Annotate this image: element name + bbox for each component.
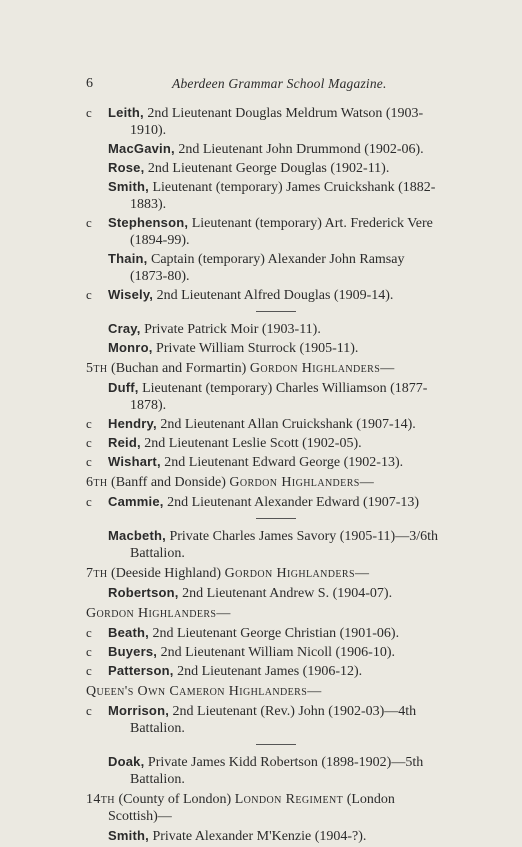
entry-line [108,159,464,177]
casualty-mark: c [86,416,92,431]
entry-line [108,493,464,511]
list-item [86,214,464,249]
regiment-suffix: — [359,475,374,490]
casualty-mark: c [86,494,92,509]
entry-detail: 2nd Lieutenant James (1906-12). [173,664,363,679]
casualty-mark: c [86,663,92,678]
section-divider [256,311,296,312]
entry-detail: Lieutenant (temporary) James Cruickshank (1882- [148,180,436,195]
surname: Cammie, [108,494,164,509]
surname: Wisely, [108,287,154,302]
entry-line [108,104,464,122]
casualty-mark: c [86,625,92,640]
list-item [86,140,464,158]
section-divider [256,744,296,745]
entry-line [108,584,464,602]
entry-detail: Private William Sturrock (1905-11). [152,341,359,356]
entry-line [108,827,464,845]
regiment-suffix: — [216,606,231,621]
entry-line [108,662,464,680]
regiment-district: (Banff and Donside) [107,475,230,490]
entry-detail: Private James Kidd Robertson (1898-1902)—5th [144,755,424,770]
list-item [86,827,464,845]
entry-detail: 2nd Lieutenant (Rev.) John (1902-03)—4th [169,704,417,719]
surname: Smith, [108,828,149,843]
list-item [86,493,464,511]
list-item [86,104,464,139]
entry-line [108,339,464,357]
entry-continuation: 1878). [130,398,167,413]
casualty-mark: c [86,703,92,718]
regiment-name: Gordon Highlanders [229,475,360,490]
regiment-district: (County of London) [114,792,235,807]
surname: Morrison, [108,703,170,718]
entry-detail: 2nd Lieutenant George Douglas (1902-11). [144,161,390,176]
section-divider [256,518,296,519]
regiment-heading-line [86,475,374,490]
regiment-name: Gordon Highlanders [249,361,381,376]
entry-line [108,702,464,720]
surname: Stephenson, [108,215,189,230]
surname: Duff, [108,380,139,395]
list-item [86,415,464,433]
regiment-name: London Regiment [234,792,344,807]
regiment-heading [86,791,464,825]
list-item [86,379,464,414]
casualty-mark: c [86,287,92,302]
list-item [86,339,464,357]
casualty-mark: c [86,215,92,230]
list-item [86,662,464,680]
entry-detail: 2nd Lieutenant Leslie Scott (1902-05). [140,436,362,451]
entry-detail: 2nd Lieutenant Alfred Douglas (1909-14). [153,288,394,303]
entry-line [108,415,464,433]
surname: MacGavin, [108,141,175,156]
entry-detail: Private Patrick Moir (1903-11). [140,322,321,337]
entry-line [108,434,464,452]
entry-continuation: 1883). [130,197,167,212]
regiment-district: (Buchan and Formartin) [107,361,250,376]
entry-line [108,140,464,158]
entry-line [108,453,464,471]
list-item [86,434,464,452]
list-item [86,250,464,285]
entry-detail: 2nd Lieutenant Douglas Meldrum Watson (1903- [143,106,424,121]
regiment-suffix: — [354,566,369,581]
entry-line [108,624,464,642]
surname: Reid, [108,435,141,450]
surname: Wishart, [108,454,161,469]
regiment-name: Gordon Highlanders [86,606,217,621]
regiment-heading-cont: Scottish)— [108,809,172,824]
surname: Buyers, [108,644,158,659]
casualty-mark: c [86,105,92,120]
surname: Monro, [108,340,153,355]
regiment-heading-line [86,566,369,581]
casualty-mark: c [86,644,92,659]
list-item [86,527,464,562]
regiment-heading [86,360,464,377]
list-item [86,286,464,304]
entry-continuation: 1910). [130,123,167,138]
roll-list [86,104,464,846]
entry-detail: 2nd Lieutenant John Drummond (1902-06). [174,142,424,157]
entry-detail: Lieutenant (temporary) Art. Frederick Vere [188,216,433,231]
entry-line [108,250,464,268]
entry-line [108,753,464,771]
battalion-number: 7th [86,566,108,581]
regiment-name: Queen's Own Cameron Highlanders [86,684,308,699]
entry-detail: 2nd Lieutenant William Nicoll (1906-10). [157,645,395,660]
regiment-heading-line [86,361,394,376]
regiment-suffix: (London [343,792,395,807]
entry-continuation: Battalion. [130,772,185,787]
entry-detail: 2nd Lieutenant Alexander Edward (1907-13) [163,495,420,510]
surname: Leith, [108,105,144,120]
list-item [86,159,464,177]
entry-continuation: (1894-99). [130,233,190,248]
running-title: Aberdeen Grammar School Magazine. [172,76,387,91]
entry-line [108,379,464,397]
entry-line [108,527,464,545]
entry-detail: 2nd Lieutenant Edward George (1902-13). [160,455,404,470]
list-item [86,453,464,471]
surname: Beath, [108,625,149,640]
casualty-mark: c [86,435,92,450]
surname: Robertson, [108,585,179,600]
entry-continuation: Battalion. [130,546,185,561]
list-item [86,584,464,602]
regiment-heading-line [86,684,321,699]
surname: Patterson, [108,663,174,678]
entry-line [108,643,464,661]
regiment-heading [86,605,464,622]
entry-line [108,178,464,196]
entry-detail: Captain (temporary) Alexander John Ramsay [147,252,405,267]
surname: Hendry, [108,416,157,431]
entry-line [108,320,464,338]
regiment-heading [86,683,464,700]
entry-detail: 2nd Lieutenant George Christian (1901-06). [148,626,400,641]
regiment-heading [86,474,464,491]
surname: Rose, [108,160,145,175]
battalion-number: 5th [86,361,108,376]
regiment-heading-line [86,792,395,807]
regiment-district: (Deeside Highland) [107,566,225,581]
casualty-mark: c [86,454,92,469]
regiment-heading-line [86,606,230,621]
surname: Doak, [108,754,145,769]
list-item [86,753,464,788]
list-item [86,624,464,642]
list-item [86,702,464,737]
page-header [86,76,466,98]
page-number: 6 [86,76,93,91]
entry-line [108,214,464,232]
list-item [86,643,464,661]
surname: Macbeth, [108,528,166,543]
surname: Smith, [108,179,149,194]
entry-continuation: Battalion. [130,721,185,736]
entry-detail: Private Alexander M'Kenzie (1904-?). [148,829,367,844]
entry-detail: 2nd Lieutenant Andrew S. (1904-07). [178,586,393,601]
regiment-name: Gordon Highlanders [224,566,355,581]
regiment-suffix: — [307,684,322,699]
regiment-heading [86,565,464,582]
entry-detail: Private Charles James Savory (1905-11)—3/6th [165,529,438,544]
surname: Cray, [108,321,141,336]
list-item [86,320,464,338]
regiment-suffix: — [380,361,395,376]
entry-detail: 2nd Lieutenant Allan Cruickshank (1907-14). [156,417,416,432]
battalion-number: 14th [86,792,115,807]
entry-continuation: (1873-80). [130,269,190,284]
surname: Thain, [108,251,148,266]
entry-detail: Lieutenant (temporary) Charles Williamson (1877- [138,381,428,396]
entry-line [108,286,464,304]
battalion-number: 6th [86,475,108,490]
list-item [86,178,464,213]
